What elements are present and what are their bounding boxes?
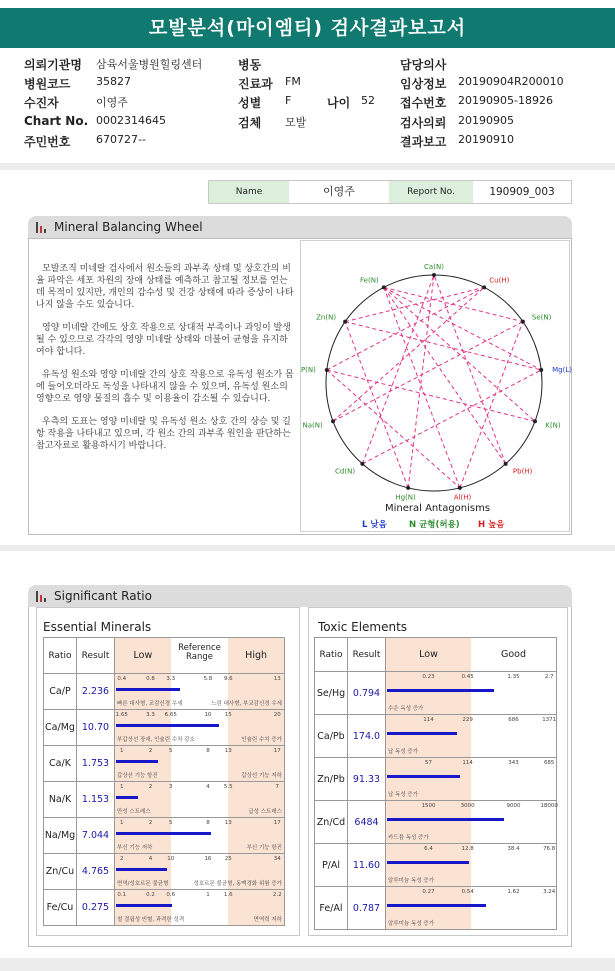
tick-label: 57 bbox=[425, 760, 432, 766]
wheel-node-label: Fe(N) bbox=[360, 276, 379, 285]
antagonism-line bbox=[384, 287, 506, 463]
ratio-name: Ca/Pb bbox=[315, 715, 348, 758]
col-low: Low bbox=[133, 650, 153, 661]
tick-label: 0.4 bbox=[117, 676, 127, 682]
tick-label: 9000 bbox=[506, 803, 521, 809]
table-row bbox=[44, 782, 285, 818]
low-note: 면역/성호르몬 불균형 bbox=[117, 881, 169, 887]
tick-label: 1 bbox=[120, 784, 124, 790]
ratio-name: Ca/Mg bbox=[44, 710, 77, 746]
high-note: 면역력 저하 bbox=[253, 917, 282, 923]
tick-label: 1500 bbox=[421, 803, 436, 809]
wheel-node bbox=[360, 462, 364, 466]
field-value: 52 bbox=[361, 94, 375, 107]
result-bar bbox=[116, 796, 138, 799]
result-bar bbox=[387, 861, 469, 864]
field-label: 주민번호 bbox=[24, 135, 71, 149]
ratio-result: 91.33 bbox=[348, 758, 386, 801]
tick-label: 17 bbox=[273, 820, 281, 826]
report-value: 190909_003 bbox=[489, 186, 555, 198]
ratio-name: Fe/Cu bbox=[44, 890, 77, 926]
wheel-node bbox=[343, 320, 347, 324]
field-label: 검체 bbox=[238, 116, 262, 130]
tick-label: 4 bbox=[148, 856, 153, 862]
low-note: 빠른 대사형, 교감신경 우세 bbox=[117, 701, 183, 707]
result-bar bbox=[116, 688, 180, 691]
table-row bbox=[44, 674, 285, 710]
high-note: 느린 대사형, 부교감신경 우세 bbox=[211, 701, 282, 707]
tick-label: 13 bbox=[224, 748, 232, 754]
tick-label: 114 bbox=[462, 760, 473, 766]
tick-label: 6.65 bbox=[164, 712, 177, 718]
ratio-result: 4.765 bbox=[77, 854, 115, 890]
tick-label: 5 bbox=[169, 748, 173, 754]
tick-label: 2 bbox=[148, 820, 153, 826]
low-note: 철 결핍성 빈혈, 과격한 성격 bbox=[117, 917, 185, 923]
table-row bbox=[44, 818, 285, 854]
ratio-name: Na/Mg bbox=[44, 818, 77, 854]
low-note: 수은 독성 증가 bbox=[388, 706, 424, 712]
result-bar bbox=[387, 904, 486, 907]
tick-label: 8 bbox=[206, 820, 210, 826]
antagonism-line bbox=[434, 275, 506, 464]
low-note: 부갑상선 장애, 인슐린 수치 감소 bbox=[117, 737, 195, 743]
wheel-node bbox=[482, 285, 486, 289]
legend-high: H 높음 bbox=[478, 520, 505, 530]
field-value: 35827 bbox=[96, 75, 131, 88]
patient-row bbox=[0, 133, 615, 151]
antagonism-line bbox=[327, 370, 535, 421]
ratio-scale bbox=[115, 890, 285, 926]
field-label: 성별 bbox=[238, 96, 262, 110]
tick-label: 686 bbox=[508, 717, 519, 723]
wheel-node-label: Se(N) bbox=[531, 313, 552, 322]
antagonism-line bbox=[345, 322, 541, 370]
table-row bbox=[315, 844, 557, 887]
tick-label: 25 bbox=[224, 856, 232, 862]
high-note: 급성 스트레스 bbox=[248, 809, 282, 815]
tick-label: 3.3 bbox=[146, 712, 155, 718]
wheel-node bbox=[533, 419, 537, 423]
tick-label: 7 bbox=[275, 784, 279, 790]
result-bar bbox=[116, 832, 211, 835]
field-value: F bbox=[285, 94, 292, 107]
antagonism-line bbox=[460, 322, 523, 488]
tick-label: 10 bbox=[204, 712, 212, 718]
wheel-node-label: Pb(H) bbox=[512, 467, 533, 476]
wheel-paragraph: 유독성 원소와 영양 미네랄 간의 상호 작용으로 유독성 원소가 몸에 들어오더라도 독성을 나타내지 않을 수 있으며, 유독성 원소의 영향으로 영양 물질의 흡수 및 이용율이 감소될 수 있습니다. bbox=[36, 370, 294, 404]
low-note: 납 독성 증가 bbox=[388, 749, 419, 755]
result-bar bbox=[387, 775, 460, 778]
toxic-title: Toxic Elements bbox=[318, 620, 408, 634]
bar-chart-icon bbox=[36, 591, 48, 602]
patient-row bbox=[0, 56, 615, 74]
ratio-name: Zn/Pb bbox=[315, 758, 348, 801]
field-value: 0002314645 bbox=[96, 114, 166, 127]
wheel-node-label: P(N) bbox=[300, 365, 316, 374]
tick-label: 1.35 bbox=[507, 674, 520, 680]
tick-label: 0.1 bbox=[117, 892, 127, 898]
ratio-result: 174.0 bbox=[348, 715, 386, 758]
ratio-scale bbox=[386, 887, 557, 930]
tick-label: 343 bbox=[508, 760, 519, 766]
ratio-name: Ca/K bbox=[44, 746, 77, 782]
result-bar bbox=[116, 724, 219, 727]
wheel-node-label: Al(H) bbox=[453, 493, 472, 502]
toxic-table bbox=[314, 637, 557, 930]
tick-label: 1 bbox=[120, 820, 124, 826]
wheel-node-label: Hg(N) bbox=[395, 493, 416, 502]
tick-label: 20 bbox=[273, 712, 281, 718]
table-row bbox=[44, 746, 285, 782]
wheel-node bbox=[432, 273, 436, 277]
table-row bbox=[315, 801, 557, 844]
antagonism-line bbox=[345, 322, 408, 488]
antagonism-line bbox=[327, 287, 484, 370]
col-ratio: Ratio bbox=[44, 638, 77, 674]
ratio-scale bbox=[386, 672, 557, 715]
report-title: 모발분석(마이엠티) 검사결과보고서 bbox=[0, 8, 615, 48]
legend-normal: N 균형(허용) bbox=[409, 520, 460, 530]
antagonism-line bbox=[362, 370, 541, 464]
low-note: 알루미늄 독성 증가 bbox=[388, 921, 435, 927]
wheel-heading: Mineral Balancing Wheel bbox=[54, 220, 203, 234]
ratio-result: 10.70 bbox=[77, 710, 115, 746]
ratio-result: 1.753 bbox=[77, 746, 115, 782]
field-value: 20190905-18926 bbox=[458, 94, 553, 107]
tick-label: 38.4 bbox=[507, 846, 520, 852]
table-row bbox=[315, 672, 557, 715]
mineral-wheel bbox=[300, 250, 570, 512]
field-label: 검사의뢰 bbox=[400, 116, 447, 130]
antagonism-line bbox=[333, 287, 484, 421]
low-note: 갑상선 기능 항진 bbox=[117, 773, 158, 779]
field-value: 삼육서울병원힐링센터 bbox=[96, 58, 203, 71]
ratio-scale bbox=[115, 746, 285, 782]
patient-info bbox=[0, 54, 615, 154]
ratio-section-header bbox=[28, 585, 572, 607]
tick-label: 3.24 bbox=[543, 889, 556, 895]
tick-label: 18000 bbox=[540, 803, 558, 809]
result-bar bbox=[387, 732, 457, 735]
field-label: 병동 bbox=[238, 58, 262, 72]
wheel-node-label: Mg(L) bbox=[552, 365, 572, 374]
ratio-scale bbox=[115, 854, 285, 890]
field-label: 결과보고 bbox=[400, 135, 447, 149]
ratio-result: 11.60 bbox=[348, 844, 386, 887]
col-ratio: Ratio bbox=[315, 638, 348, 672]
tick-label: 1.65 bbox=[115, 712, 128, 718]
result-bar bbox=[116, 760, 158, 763]
antagonism-line bbox=[384, 287, 535, 421]
wheel-paragraph: 모발조직 미네랄 검사에서 원소들의 과부족 상태 및 상호간의 비율 파악은 세포 차원의 장애 상태를 예측하고 참고될 정보를 얻는데 목적이 있지만, 개인의 감수성 및 건강 상태에 따라 증상이 나타나지 않을 수도 있습니다. bbox=[36, 264, 294, 310]
tick-label: 0.2 bbox=[146, 892, 155, 898]
ratio-scale bbox=[115, 710, 285, 746]
col-high: High bbox=[245, 650, 268, 661]
tick-label: 229 bbox=[462, 717, 473, 723]
tick-label: 4 bbox=[206, 784, 210, 790]
col-low: Low bbox=[419, 649, 438, 660]
col-scale bbox=[386, 638, 557, 672]
field-value: 670727-- bbox=[96, 133, 146, 146]
tick-label: 76.8 bbox=[543, 846, 556, 852]
report-label: Report No. bbox=[389, 181, 473, 203]
field-label: 수진자 bbox=[24, 96, 59, 110]
field-label: 임상정보 bbox=[400, 77, 447, 91]
wheel-node-label: K(N) bbox=[545, 421, 561, 430]
field-label: 담당의사 bbox=[400, 58, 447, 72]
tick-label: 0.6 bbox=[166, 892, 176, 898]
antagonism-line bbox=[362, 275, 434, 464]
name-value: 이영주 bbox=[323, 185, 355, 198]
table-row bbox=[44, 890, 285, 926]
wheel-node bbox=[406, 486, 410, 490]
wheel-node-label: Zn(N) bbox=[316, 313, 337, 322]
result-bar bbox=[387, 689, 494, 692]
low-note: 납 독성 증가 bbox=[388, 792, 419, 798]
tick-label: 6.4 bbox=[424, 846, 433, 852]
section-divider bbox=[0, 163, 615, 170]
ratio-result: 0.794 bbox=[348, 672, 386, 715]
result-bar bbox=[387, 818, 504, 821]
ratio-result: 0.275 bbox=[77, 890, 115, 926]
tick-label: 0.27 bbox=[422, 889, 435, 895]
tick-label: 5.8 bbox=[203, 676, 213, 682]
tick-label: 114 bbox=[423, 717, 434, 723]
name-bar bbox=[208, 180, 572, 204]
field-label: 나이 bbox=[327, 96, 351, 110]
low-note: 부신 기능 저하 bbox=[117, 845, 153, 851]
ratio-result: 1.153 bbox=[77, 782, 115, 818]
wheel-section-header bbox=[28, 216, 572, 238]
ratio-result: 2.236 bbox=[77, 674, 115, 710]
wheel-node bbox=[325, 368, 329, 372]
tick-label: 13 bbox=[273, 676, 281, 682]
ratio-result: 0.787 bbox=[348, 887, 386, 930]
ratio-name: Zn/Cd bbox=[315, 801, 348, 844]
tick-label: 1 bbox=[206, 892, 210, 898]
ratio-name: Ca/P bbox=[44, 674, 77, 710]
wheel-node bbox=[539, 368, 543, 372]
tick-label: 34 bbox=[273, 856, 281, 862]
col-result: Result bbox=[348, 638, 386, 672]
wheel-paragraph: 우측의 도표는 영양 미네랄 및 유독성 원소 상호 간의 상승 및 길항 작용을 나타내고 있으며, 각 원소 간의 과부족 원인을 판단하는 참고자료로 활용하시기 바랍니다. bbox=[36, 417, 291, 451]
high-note: 성호르몬 불균형, 동맥경화 위험 증가 bbox=[193, 881, 282, 887]
wheel-description bbox=[36, 263, 294, 463]
tick-label: 0.45 bbox=[461, 674, 474, 680]
wheel-node bbox=[382, 285, 386, 289]
tick-label: 10 bbox=[167, 856, 175, 862]
patient-row bbox=[0, 75, 615, 93]
tick-label: 2.2 bbox=[272, 892, 282, 898]
tick-label: 5.5 bbox=[223, 784, 233, 790]
ratio-result: 6484 bbox=[348, 801, 386, 844]
tick-label: 3000 bbox=[460, 803, 475, 809]
tick-label: 3.3 bbox=[166, 676, 176, 682]
ratio-heading: Significant Ratio bbox=[54, 589, 152, 603]
field-value: 20190910 bbox=[458, 133, 514, 146]
ratio-result: 7.044 bbox=[77, 818, 115, 854]
field-label: 진료과 bbox=[238, 77, 273, 91]
tick-label: 5 bbox=[169, 820, 173, 826]
tick-label: 1.62 bbox=[507, 889, 520, 895]
field-value: 이영주 bbox=[96, 96, 128, 109]
ratio-name: Zn/Cu bbox=[44, 854, 77, 890]
wheel-node bbox=[521, 320, 525, 324]
tick-label: 685 bbox=[543, 760, 555, 766]
tick-label: 1 bbox=[120, 748, 124, 754]
ratio-scale bbox=[386, 715, 557, 758]
name-label: Name bbox=[209, 181, 289, 203]
field-label: Chart No. bbox=[24, 114, 89, 128]
tick-label: 0.8 bbox=[146, 676, 155, 682]
field-label: 의뢰기관명 bbox=[24, 58, 82, 72]
tick-label: 16 bbox=[204, 856, 212, 862]
ratio-name: Se/Hg bbox=[315, 672, 348, 715]
section-divider bbox=[0, 545, 615, 551]
wheel-node bbox=[458, 486, 462, 490]
table-row bbox=[44, 854, 285, 890]
ratio-scale bbox=[386, 844, 557, 887]
tick-label: 15 bbox=[224, 712, 232, 718]
antagonism-line bbox=[384, 287, 523, 321]
tick-label: 9.6 bbox=[223, 676, 233, 682]
tick-label: 13 bbox=[224, 820, 232, 826]
patient-row bbox=[0, 94, 615, 112]
ratio-scale bbox=[115, 674, 285, 710]
wheel-node-label: Na(N) bbox=[302, 421, 323, 430]
low-note: 카드뮴 독성 증가 bbox=[388, 835, 429, 841]
wheel-node-label: Cd(N) bbox=[335, 467, 356, 476]
antagonism-line bbox=[345, 287, 484, 321]
ratio-name: Na/K bbox=[44, 782, 77, 818]
field-value: FM bbox=[285, 75, 301, 88]
patient-row bbox=[0, 114, 615, 132]
wheel-caption: Mineral Antagonisms bbox=[385, 503, 491, 514]
ratio-scale bbox=[115, 818, 285, 854]
table-row bbox=[315, 758, 557, 801]
wheel-node-label: Ca(N) bbox=[424, 263, 444, 271]
ratio-scale bbox=[386, 758, 557, 801]
wheel-paragraph: 영양 미네랄 간에도 상호 작용으로 상대적 부족이나 과잉이 발생될 수 있으므로 각각의 영양 미네랄 상태와 더불어 균형을 유지하여야 합니다. bbox=[36, 323, 291, 357]
essential-title: Essential Minerals bbox=[43, 620, 152, 634]
field-label: 병원코드 bbox=[24, 77, 71, 91]
tick-label: 2.7 bbox=[544, 674, 554, 680]
essential-table bbox=[43, 637, 285, 926]
tick-label: 17 bbox=[273, 748, 281, 754]
low-note: 만성 스트레스 bbox=[117, 809, 151, 815]
tick-label: 3 bbox=[169, 784, 173, 790]
field-value: 20190904R200010 bbox=[458, 75, 564, 88]
tick-label: 2 bbox=[148, 748, 153, 754]
ratio-scale bbox=[115, 782, 285, 818]
table-row bbox=[315, 887, 557, 930]
field-label: 접수번호 bbox=[400, 96, 447, 110]
antagonism-line bbox=[384, 287, 460, 487]
wheel-node bbox=[331, 419, 335, 423]
low-note: 알루미늄 독성 증가 bbox=[388, 878, 435, 884]
tick-label: 1371 bbox=[542, 717, 557, 723]
ratio-name: Fe/Al bbox=[315, 887, 348, 930]
high-note: 부신 기능 항진 bbox=[246, 845, 282, 851]
field-value: 20190905 bbox=[458, 114, 514, 127]
tick-label: 8 bbox=[206, 748, 210, 754]
table-row bbox=[315, 715, 557, 758]
ratio-name: P/Al bbox=[315, 844, 348, 887]
footer-band bbox=[0, 958, 615, 971]
col-result: Result bbox=[77, 638, 115, 674]
col-good: Good bbox=[500, 649, 527, 660]
legend-low: L 낮음 bbox=[362, 520, 387, 530]
col-ref: Reference Range bbox=[178, 643, 221, 662]
tick-label: 0.23 bbox=[422, 674, 435, 680]
bar-chart-icon bbox=[36, 222, 48, 233]
tick-label: 2 bbox=[148, 784, 153, 790]
high-note: 인슐린 수치 증가 bbox=[241, 737, 282, 743]
high-note: 갑상선 기능 저하 bbox=[241, 773, 282, 779]
wheel-circle bbox=[326, 275, 542, 491]
wheel-node bbox=[504, 462, 508, 466]
table-row bbox=[44, 710, 285, 746]
tick-label: 2 bbox=[120, 856, 124, 862]
result-bar bbox=[116, 868, 167, 871]
tick-label: 1.6 bbox=[223, 892, 233, 898]
result-bar bbox=[116, 904, 172, 907]
col-scale bbox=[115, 638, 285, 674]
field-value: 모발 bbox=[285, 116, 307, 129]
ratio-scale bbox=[386, 801, 557, 844]
tick-label: 0.54 bbox=[461, 889, 474, 895]
tick-label: 12.8 bbox=[461, 846, 474, 852]
wheel-node-label: Cu(H) bbox=[489, 276, 510, 285]
